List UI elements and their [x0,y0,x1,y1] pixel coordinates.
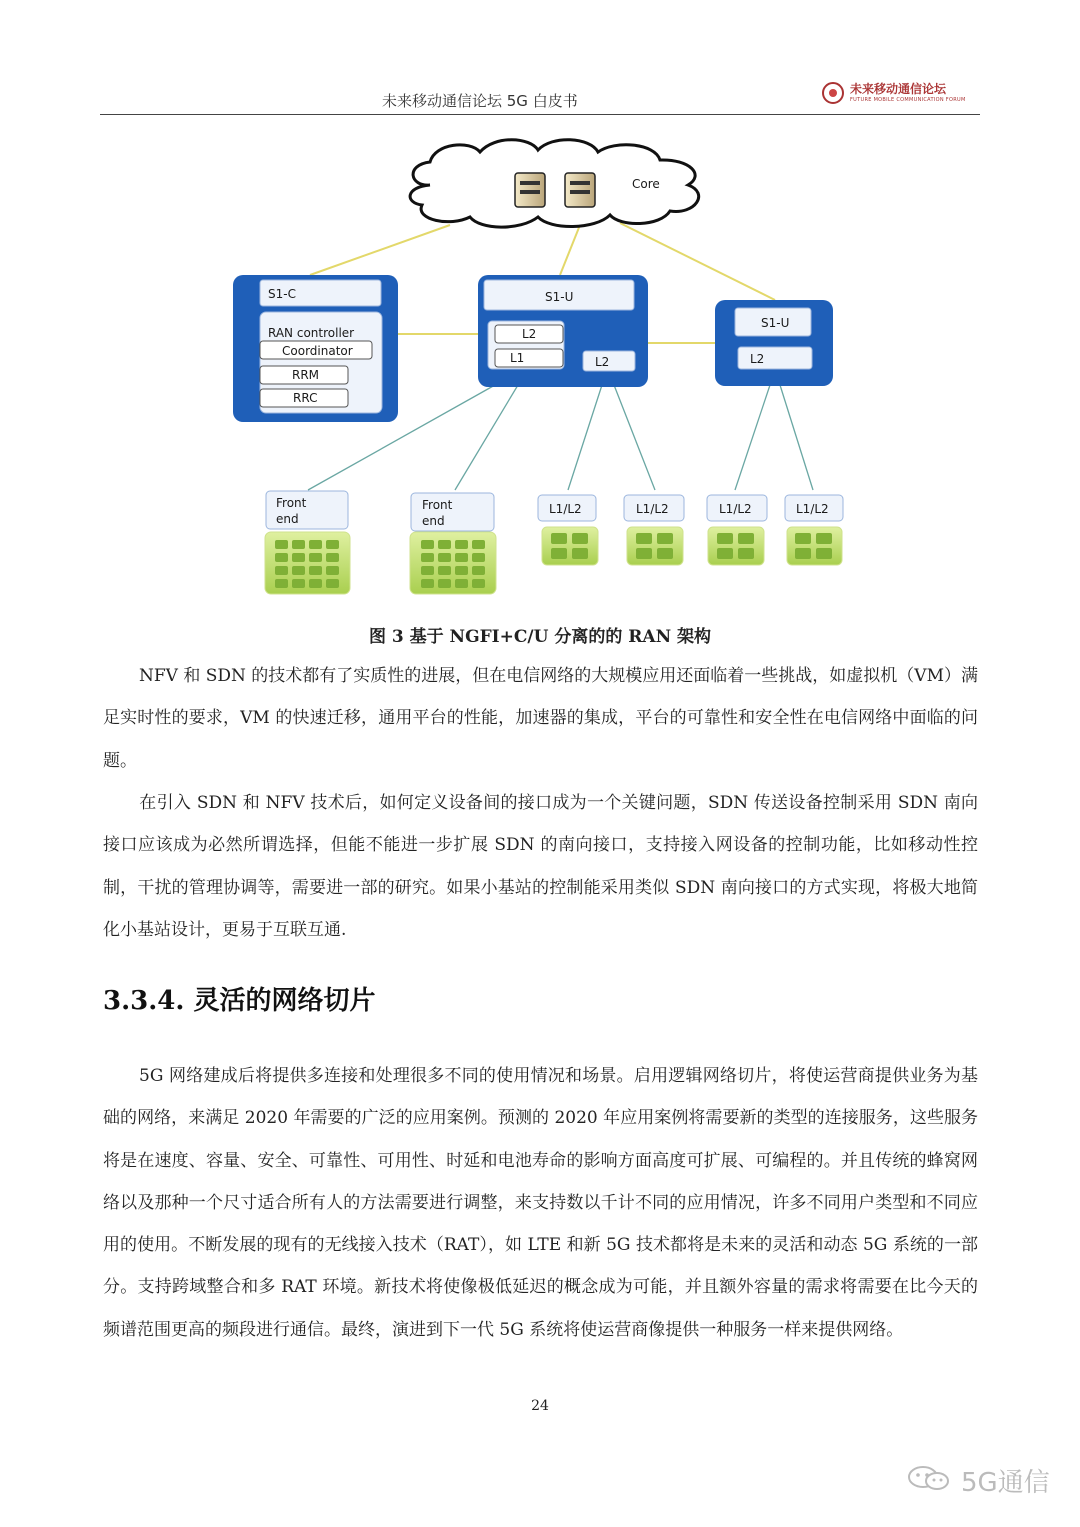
section-heading: 3.3.4. 灵活的网络切片 [103,986,376,1016]
core-cloud [410,140,699,227]
l1l2-unit [538,495,598,565]
l2-inner-label: L2 [522,327,537,341]
ran-architecture-diagram [200,135,880,615]
logo-chinese-text: 未来移动通信论坛 [850,82,947,96]
header-title: 未来移动通信论坛 5G 白皮书 [382,92,578,110]
rrc-label: RRC [293,391,318,405]
central-unit-node [478,275,648,387]
forum-logo [822,80,982,110]
ran-controller-node [233,275,398,422]
figure-caption: 图 3 基于 NGFI+C/U 分离的的 RAN 架构 [368,627,712,647]
core-label: Core [632,177,660,191]
svg-text:L1/L2: L1/L2 [549,502,582,516]
l1l2-unit [785,495,843,565]
body-paragraph: NFV 和 SDN 的技术都有了实质性的进展，但在电信网络的大规模应用还面临着一些挑战，如虚拟机（VM）满足实时性的要求，VM 的快速迁移，通用平台的性能，加速器的集成，平台的可靠性和安全性在电信网络中面临的问题。 [103,666,978,771]
svg-text:L1/L2: L1/L2 [719,502,752,516]
watermark-text: 5G通信 [961,1468,1050,1498]
l1l2-unit [707,495,767,565]
s1u-right-label: S1-U [761,316,790,330]
s1u-label: S1-U [545,290,574,304]
front-end-unit [265,491,350,594]
svg-text:L1/L2: L1/L2 [636,502,669,516]
page-header [100,78,980,115]
ran-controller-label: RAN controller [268,326,355,340]
svg-text:Front: Front [276,496,307,510]
server-icon [515,173,545,207]
l2-side-label: L2 [595,355,610,369]
l1l2-unit [624,495,684,565]
page-number: 24 [531,1398,549,1414]
svg-text:end: end [276,512,299,526]
svg-text:L1/L2: L1/L2 [796,502,829,516]
s1c-label: S1-C [268,287,296,301]
body-paragraph: 5G 网络建成后将提供多连接和处理很多不同的使用情况和场景。启用逻辑网络切片，将使运营商提供业务为基础的网络，来满足 2020 年需要的广泛的应用案例。预测的 2020 年应用案例将需要新的类型的连接服务，这些服务将是在速度、容量、安全、可靠性、可用性、时延和电池寿命的影响方面高度可扩展、可编程的。并且传统的蜂窝网络以及那种一个尺寸适合所有人的方法需要进行调整，来支持数以千计不同的应用情况，许多不同用户类型和不同应用的使用。不断发展的现有的无线接入技术（RAT），如 LTE 和新 5G 技术都将是未来的灵活和动态 5G 系统的一部分。支持跨域整合和多 RAT 环境。新技术将使像极低延迟的概念成为可能，并且额外容量的需求将需要在比今天的频谱范围更高的频段进行通信。最终，演进到下一代 5G 系统将使运营商像提供一种服务一样来提供网络。 [103,1066,978,1340]
svg-text:Front: Front [422,498,453,512]
coordinator-label: Coordinator [282,344,353,358]
rrm-label: RRM [292,368,320,382]
forum-logo-icon [822,82,844,104]
body-paragraph: 在引入 SDN 和 NFV 技术后，如何定义设备间的接口成为一个关键问题，SDN 传送设备控制采用 SDN 南向接口应该成为必然所谓选择，但能不能进一步扩展 SDN 的南向接口，支持接入网设备的控制功能，比如移动性控制，干扰的管理协调等，需要进一部的研究。如果小基站的控制能采用类似 SDN 南向接口的方式实现，将极大地简化小基站设计，更易于互联互通. [103,793,978,940]
l2-right-label: L2 [750,352,765,366]
front-end-unit [410,493,496,594]
wechat-watermark [905,1460,1055,1496]
svg-text:end: end [422,514,445,528]
distributed-unit-node [715,300,833,386]
server-icon [565,173,595,207]
wechat-icon [905,1464,953,1492]
l1-label: L1 [510,351,525,365]
logo-english-text: FUTURE MOBILE COMMUNICATION FORUM [850,97,966,103]
